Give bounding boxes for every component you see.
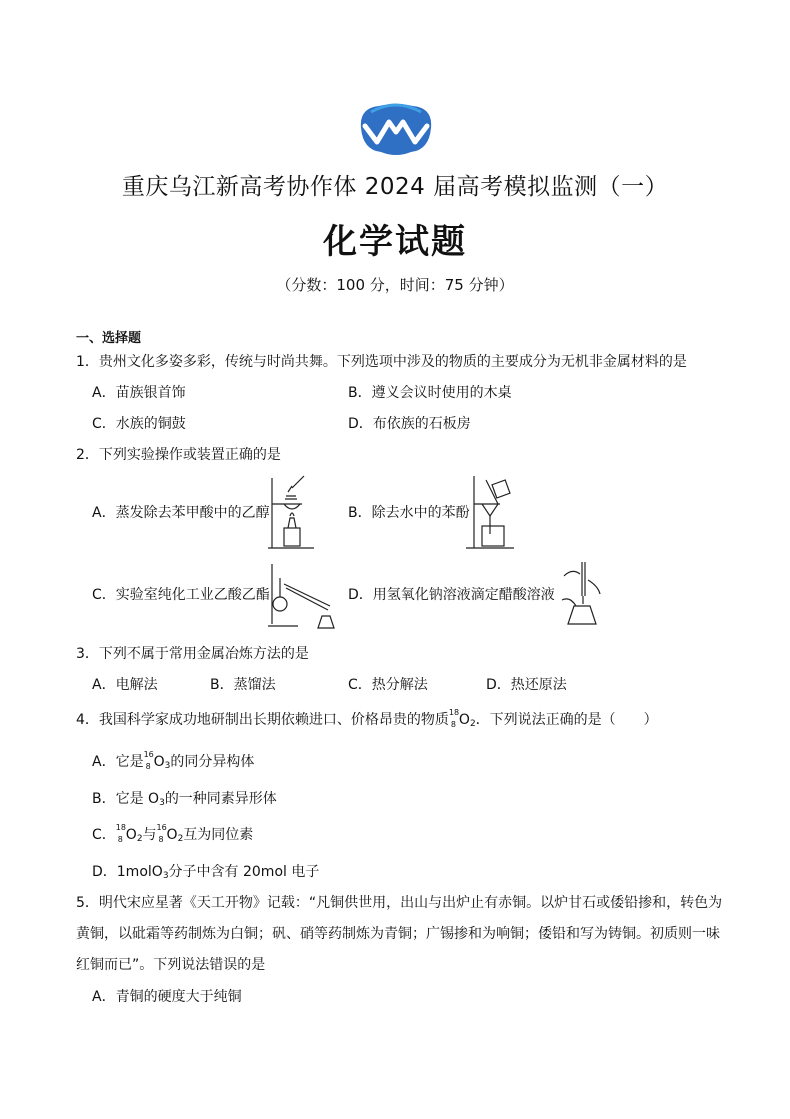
- question-1-stem: 1．贵州文化多姿多彩，传统与时尚共舞。下列选项中涉及的物质的主要成分为无机非金属材料的是: [76, 354, 687, 370]
- distillation-apparatus-icon: [268, 560, 340, 632]
- subject-title: 化学试题: [323, 222, 467, 262]
- school-logo-icon: [355, 98, 437, 158]
- question-1-option-a: A．苗族银首饰: [92, 385, 186, 401]
- question-3-stem: 3．下列不属于常用金属冶炼方法的是: [76, 646, 309, 662]
- question-3-option-b: B．蒸馏法: [210, 677, 276, 693]
- question-2-option-b: B．除去水中的苯酚: [348, 505, 470, 521]
- question-3-option-d: D．热还原法: [486, 677, 567, 693]
- question-1-option-c: C．水族的铜鼓: [92, 416, 186, 432]
- question-2-option-a: A．蒸发除去苯甲酸中的乙醇: [92, 505, 270, 521]
- question-5-line-2: 黄铜，以砒霜等药制炼为白铜；矾、硝等药制炼为青铜；广锡掺和为响铜；倭铅和写为铸铜。初质则一味: [76, 926, 720, 942]
- question-4-option-d: D．1molO$_3$分子中含有 20mol 电子: [92, 864, 320, 881]
- question-2-stem: 2．下列实验操作或装置正确的是: [76, 447, 281, 463]
- question-4-option-a: A．它是 16 8 $O_3$的同分异构体: [92, 750, 255, 771]
- exam-meta: （分数：100 分，时间：75 分钟）: [276, 276, 514, 294]
- titration-apparatus-icon: [560, 560, 604, 632]
- question-4-option-b: B．它是 $O_3$的一种同素异形体: [92, 791, 277, 808]
- question-5-line-1: 5．明代宋应星著《天工开物》记载：“凡铜供世用，出山与出炉止有赤铜。以炉甘石或倭铅掺和，转色为: [76, 895, 723, 911]
- question-5-option-a: A．青铜的硬度大于纯铜: [92, 989, 242, 1005]
- exam-title: 重庆乌江新高考协作体 2024 届高考模拟监测（一）: [121, 174, 669, 200]
- question-4-stem: 4．我国科学家成功地研制出长期依赖进口、价格昂贵的物质 18 8 $O_2$．下列说法正确的是（ ）: [76, 708, 658, 729]
- question-3-option-c: C．热分解法: [348, 677, 428, 693]
- question-5-line-3: 红铜而已”。下列说法错误的是: [76, 957, 266, 973]
- section-heading: 一、选择题: [76, 331, 142, 346]
- evaporation-apparatus-icon: [268, 474, 316, 552]
- filtration-apparatus-icon: [464, 474, 518, 552]
- question-1-option-b: B．遵义会议时使用的木桌: [348, 385, 512, 401]
- question-2-option-c: C．实验室纯化工业乙酸乙酯: [92, 587, 270, 603]
- question-3-option-a: A．电解法: [92, 677, 158, 693]
- question-2-option-d: D．用氢氧化钠溶液滴定醋酸溶液: [348, 587, 555, 603]
- question-1-option-d: D．布依族的石板房: [348, 416, 471, 432]
- question-4-option-c: C． 18 8 $O_2$与 16 8 $O_2$互为同位素: [92, 823, 254, 844]
